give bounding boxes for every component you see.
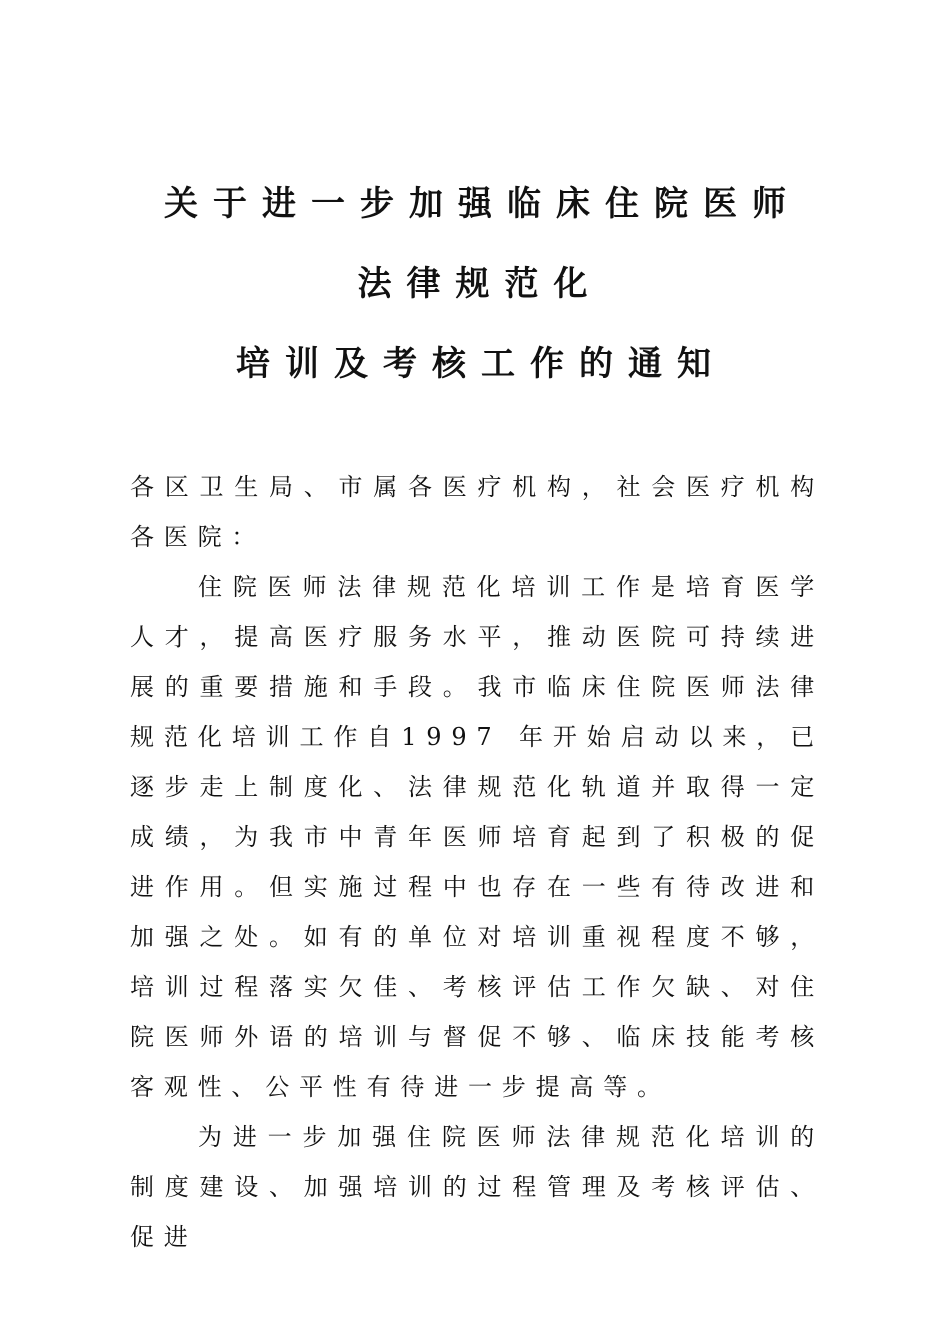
title-line-2: 法律规范化 — [357, 264, 603, 304]
title-line-3: 培训及考核工作的通知 — [236, 344, 726, 384]
document-title — [0, 168, 950, 408]
title-line-1: 关于进一步加强临床住院医师 — [164, 184, 801, 224]
paragraph-2: 为进一步加强住院医师法律规范化培训的制度建设、加强培训的过程管理及考核评估、促进 — [130, 1123, 824, 1251]
document-body — [130, 462, 824, 1262]
salutation: 各区卫生局、市属各医疗机构，社会医疗机构各医院： — [130, 473, 824, 551]
paragraph-1: 住院医师法律规范化培训工作是培育医学人才，提高医疗服务水平，推动医院可持续进展的重要措施和手段。我市临床住院医师法律规范化培训工作自1997 年开始启动以来，已逐步走上制度化、法律规范化轨道并取得一定成绩，为我市中青年医师培育起到了积极的促进作用。但实施过程中也存在一些有待改进和加强之处。如有的单位对培训重视程度不够，培训过程落实欠佳、考核评估工作欠缺、对住院医师外语的培训与督促不够、临床技能考核客观性、公平性有待进一步提高等。 — [130, 573, 824, 1101]
